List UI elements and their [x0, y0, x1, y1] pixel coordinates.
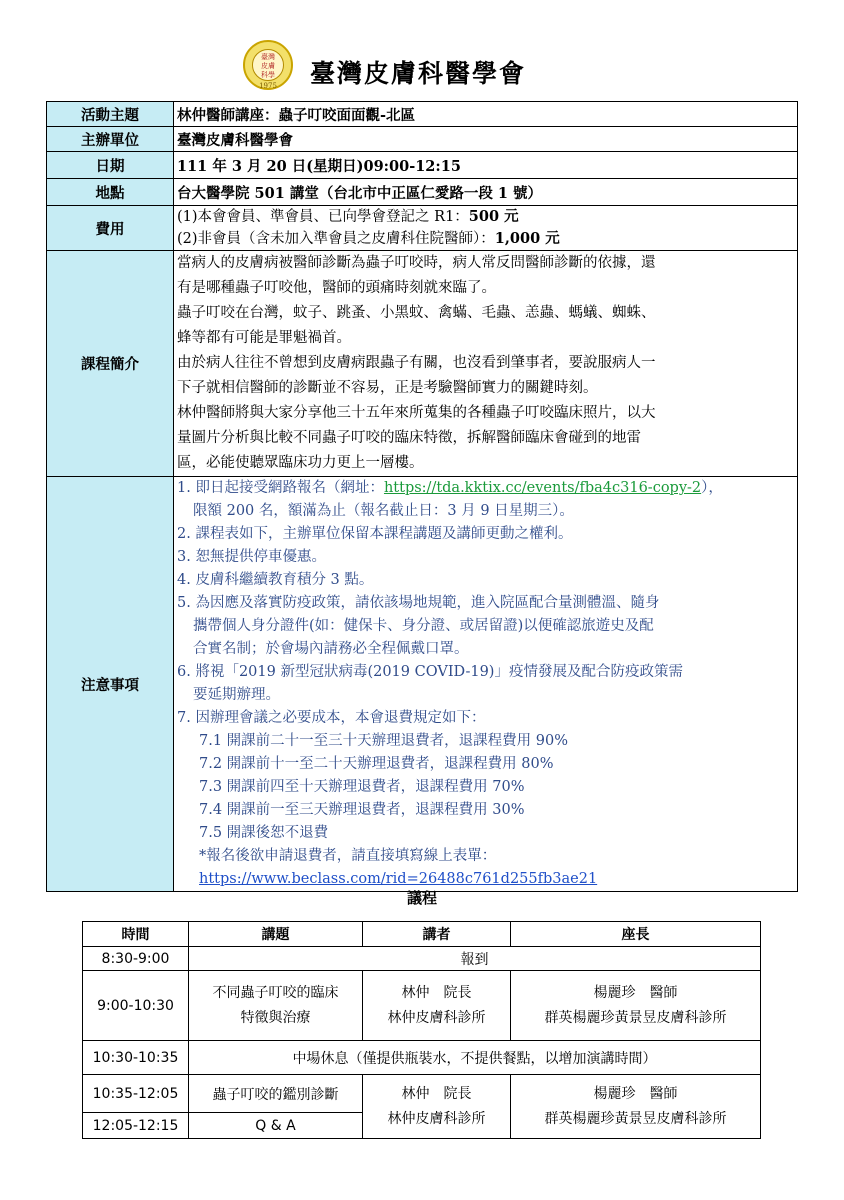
agenda-time: 12:05-12:15	[83, 1113, 189, 1139]
event-info-table	[46, 101, 798, 892]
intro-line: 蟲子叮咬在台灣，蚊子、跳蚤、小黑蚊、禽蟎、毛蟲、恙蟲、螞蟻、蜘蛛、	[177, 305, 656, 321]
agenda-time: 10:35-12:05	[83, 1075, 189, 1113]
intro-line: 有是哪種蟲子叮咬他，醫師的頭痛時刻就來臨了。	[177, 280, 496, 296]
registration-link[interactable]: https://tda.kktix.cc/events/fba4c316-copy-2	[383, 480, 702, 496]
fee-line-2-amount: 1,000 元	[494, 230, 560, 247]
document-header	[0, 38, 844, 98]
agenda-header-time: 時間	[83, 922, 189, 947]
agenda-topic	[189, 971, 363, 1041]
note-1-line-2: 限額 200 名，額滿為止（報名截止日：3 月 9 日星期三）。	[193, 503, 574, 519]
agenda-row	[83, 947, 761, 971]
note-5: 5. 為因應及落實防疫政策，請依該場地規範，進入院區配合量測體溫、隨身	[177, 595, 660, 611]
fee-line-1-amount: 500 元	[468, 208, 519, 225]
agenda-header-row	[83, 922, 761, 947]
agenda-chair-name: 楊麗珍 醫師	[593, 1085, 678, 1102]
agenda-chair-clinic: 群英楊麗珍黃景昱皮膚科診所	[544, 1110, 727, 1127]
venue-row	[47, 179, 798, 206]
note-5-line-3: 合實名制；於會場內請務必全程佩戴口罩。	[193, 641, 469, 657]
fee-value	[174, 206, 798, 251]
fee-line-2-text: (2)非會員（含未加入準會員之皮膚科住院醫師）：	[177, 231, 495, 247]
agenda-topic: Q & A	[189, 1113, 363, 1139]
agenda-table	[82, 921, 761, 1139]
logo-seal: 臺灣 皮膚 科學	[252, 49, 284, 81]
fee-line-1	[177, 206, 794, 228]
refund-rule: 7.3 開課前四至十天辦理退費者，退課程費用 70%	[199, 779, 525, 795]
agenda-header-speaker: 講者	[363, 922, 511, 947]
intro-row	[47, 251, 798, 477]
note-6-line-2: 要延期辦理。	[193, 687, 280, 703]
agenda-row	[83, 1075, 761, 1113]
agenda-header-topic: 講題	[189, 922, 363, 947]
agenda-time: 10:30-10:35	[83, 1041, 189, 1075]
note-1-prefix: 1. 即日起接受網路報名（網址：	[177, 480, 384, 496]
agenda-time: 9:00-10:30	[83, 971, 189, 1041]
refund-rule: 7.1 開課前二十一至三十天辦理退費者，退課程費用 90%	[199, 733, 569, 749]
agenda-chair	[511, 1075, 761, 1139]
refund-rule: 7.2 開課前十一至二十天辦理退費者，退課程費用 80%	[199, 756, 554, 772]
logo-year: 1975	[259, 82, 277, 90]
agenda-topic-line: 不同蟲子叮咬的臨床	[212, 984, 339, 1001]
agenda-chair	[511, 971, 761, 1041]
agenda-topic: 蟲子叮咬的鑑別診斷	[189, 1075, 363, 1113]
fee-line-1-text: (1)本會會員、準會員、已向學會登記之 R1：	[177, 209, 469, 225]
note-1-suffix: ），	[701, 480, 723, 496]
agenda-speaker-clinic: 林仲皮膚科診所	[387, 1110, 486, 1127]
refund-rule: 7.5 開課後恕不退費	[199, 825, 329, 841]
intro-line: 由於病人往往不曾想到皮膚病跟蟲子有關，也沒看到肇事者，要說服病人一	[177, 355, 656, 371]
intro-label: 課程簡介	[47, 251, 174, 477]
agenda-chair-clinic: 群英楊麗珍黃景昱皮膚科診所	[544, 1009, 727, 1026]
intro-line: 區，必能使聽眾臨床功力更上一層樓。	[177, 455, 424, 471]
host-label: 主辦單位	[47, 127, 174, 152]
fee-label: 費用	[47, 206, 174, 251]
note-2: 2. 課程表如下，主辦單位保留本課程講題及講師更動之權利。	[177, 526, 573, 542]
agenda-registration: 報到	[189, 947, 761, 971]
agenda-speaker	[363, 971, 511, 1041]
date-row	[47, 152, 798, 179]
agenda-row	[83, 971, 761, 1041]
agenda-row	[83, 1041, 761, 1075]
topic-row	[47, 102, 798, 127]
note-1	[177, 477, 794, 500]
association-logo	[243, 40, 293, 90]
note-4: 4. 皮膚科繼續教育積分 3 點。	[177, 572, 374, 588]
org-title: 臺灣皮膚科醫學會	[310, 59, 527, 88]
agenda-break: 中場休息（僅提供瓶裝水，不提供餐點，以增加演講時間）	[189, 1041, 761, 1075]
agenda-chair-name: 楊麗珍 醫師	[593, 984, 678, 1001]
venue-label: 地點	[47, 179, 174, 206]
agenda-time: 8:30-9:00	[83, 947, 189, 971]
note-7: 7. 因辦理會議之必要成本，本會退費規定如下：	[177, 710, 486, 726]
host-row	[47, 127, 798, 152]
intro-line: 林仲醫師將與大家分享他三十五年來所蒐集的各種蟲子叮咬臨床照片，以大	[177, 405, 656, 421]
refund-rule: 7.4 開課前一至三天辦理退費者，退課程費用 30%	[199, 802, 525, 818]
agenda-header-chair: 座長	[511, 922, 761, 947]
fee-line-2	[177, 228, 794, 250]
agenda-speaker-name: 林仲 院長	[401, 1085, 472, 1102]
intro-line: 蜂等都有可能是罪魁禍首。	[177, 330, 351, 346]
venue-value: 台大醫學院 501 講堂（台北市中正區仁愛路一段 1 號）	[174, 179, 798, 206]
note-3: 3. 恕無提供停車優惠。	[177, 549, 326, 565]
agenda-speaker-name: 林仲 院長	[401, 984, 472, 1001]
note-6: 6. 將視「2019 新型冠狀病毒(2019 COVID-19)」疫情發展及配合防疫政策需	[177, 664, 683, 680]
date-value: 111 年 3 月 20 日(星期日)09:00-12:15	[174, 152, 798, 179]
notes-row	[47, 477, 798, 892]
intro-line: 當病人的皮膚病被醫師診斷為蟲子叮咬時，病人常反問醫師診斷的依據，還	[177, 255, 656, 271]
refund-form-note: *報名後欲申請退費者，請直接填寫線上表單：	[199, 848, 497, 864]
refund-form-link[interactable]: https://www.beclass.com/rid=26488c761d255fb3ae21	[199, 871, 598, 887]
intro-line: 量圖片分析與比較不同蟲子叮咬的臨床特徵，拆解醫師臨床會碰到的地雷	[177, 430, 641, 446]
fee-row	[47, 206, 798, 251]
notes-text	[174, 477, 798, 892]
agenda-speaker-clinic: 林仲皮膚科診所	[387, 1009, 486, 1026]
intro-text	[174, 251, 798, 477]
agenda-title: 議程	[406, 889, 437, 907]
notes-label: 注意事項	[47, 477, 174, 892]
host-value: 臺灣皮膚科醫學會	[174, 127, 798, 152]
intro-line: 下子就相信醫師的診斷並不容易，正是考驗醫師實力的關鍵時刻。	[177, 380, 598, 396]
topic-label: 活動主題	[47, 102, 174, 127]
topic-value: 林仲醫師講座：蟲子叮咬面面觀-北區	[174, 102, 798, 127]
agenda-topic-line: 特徵與治療	[240, 1009, 311, 1026]
note-5-line-2: 攜帶個人身分證件(如：健保卡、身分證、或居留證)以便確認旅遊史及配	[193, 618, 654, 634]
agenda-speaker	[363, 1075, 511, 1139]
date-label: 日期	[47, 152, 174, 179]
